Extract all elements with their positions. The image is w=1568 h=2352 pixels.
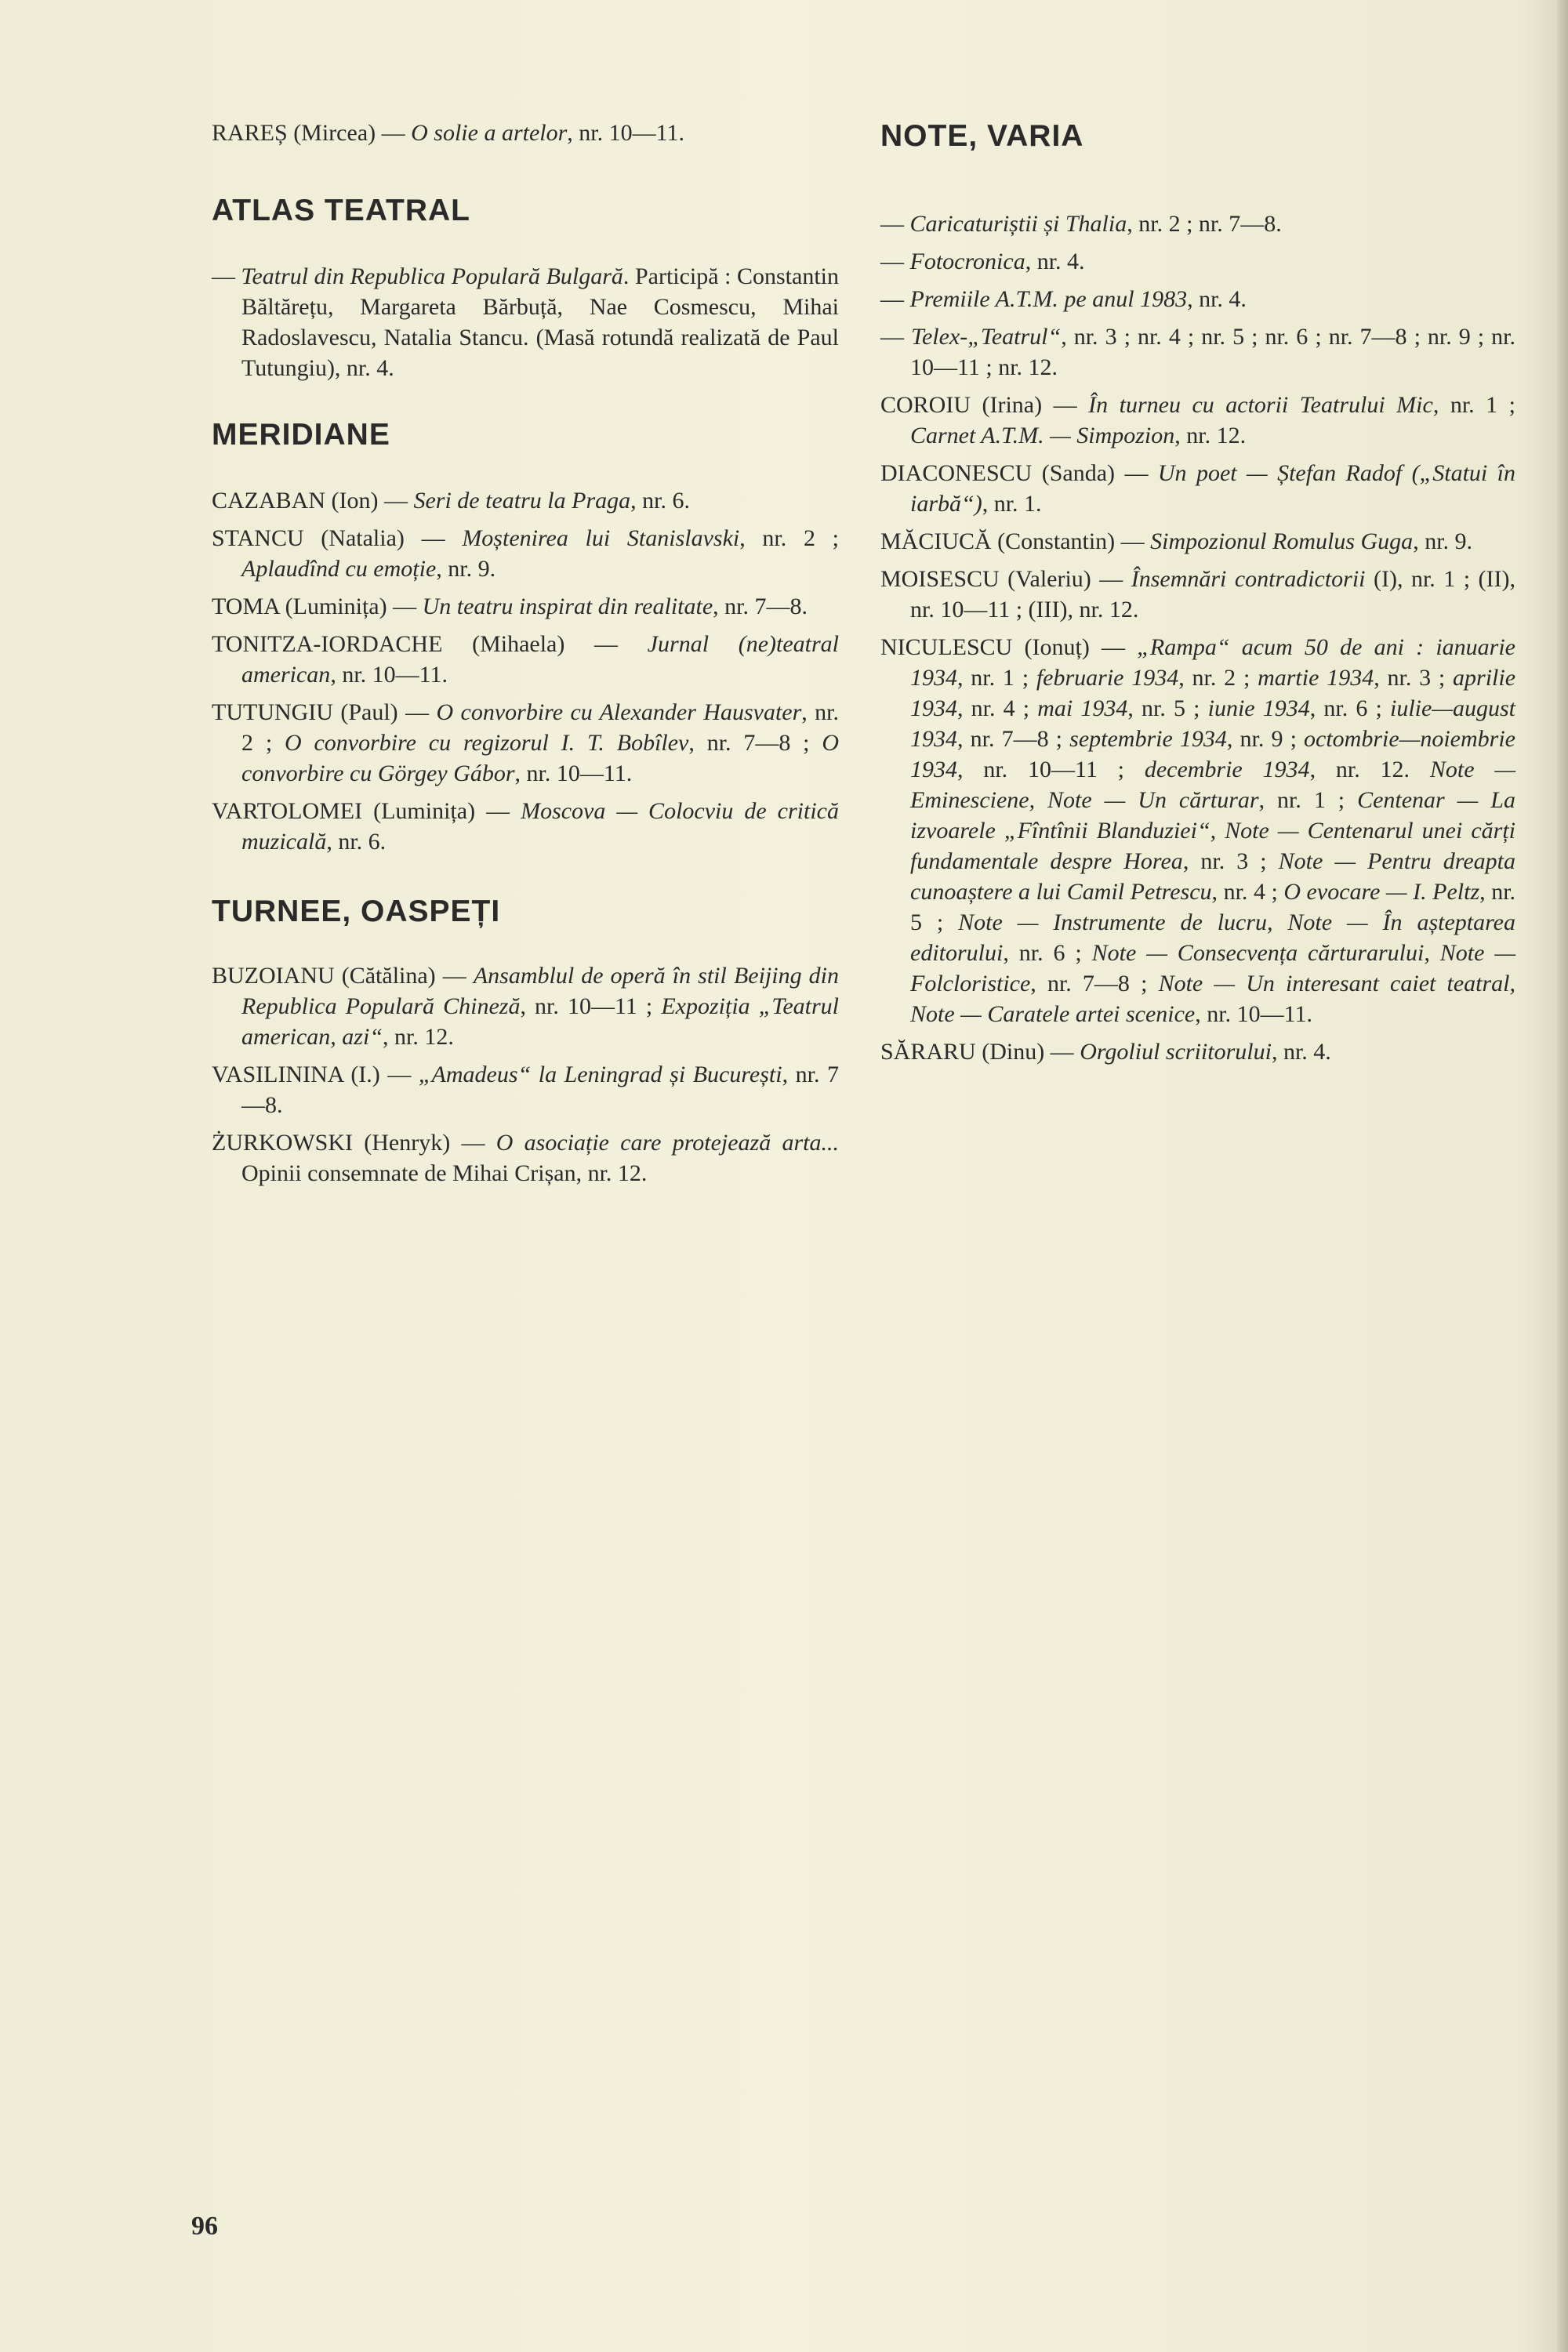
entry-title: O asociație care protejează arta... (495, 1130, 840, 1156)
entry-title: martie 1934 (1258, 665, 1374, 691)
entry-issue: , nr. 4 ; (957, 695, 1038, 721)
index-entry (212, 261, 839, 383)
entry-title: iunie 1934 (1207, 695, 1310, 721)
entry-author: — (880, 324, 912, 350)
entry-issue: , nr. 2 ; (739, 525, 839, 551)
entry-issue: , nr. 12. (1174, 423, 1247, 448)
section-heading: MERIDIANE (212, 418, 390, 452)
entry-issue: , nr. 2 ; (241, 699, 839, 756)
entry-issue: , nr. 3 ; (1374, 665, 1454, 691)
entry-title: Moscova — Colocviu de critică muzicală (241, 798, 839, 855)
entry-author: BUZOIANU (Cătălina) — (212, 963, 474, 989)
index-entry (880, 284, 1515, 314)
index-entry (212, 1059, 839, 1120)
entry-title: Expoziția „Teatrul american, azi“ (241, 993, 839, 1050)
entry-author: ŻURKOWSKI (Henryk) — (212, 1130, 496, 1156)
entry-issue: , nr. 12. (1309, 757, 1430, 782)
entry-author: — (880, 286, 910, 312)
entry-author: — (212, 263, 241, 289)
index-entry (212, 485, 839, 516)
entry-issue: , nr. 10—11. (1195, 1001, 1312, 1027)
entry-title: Un teatru inspirat din realitate (422, 593, 713, 619)
entry-issue: , nr. 9 ; (1226, 726, 1305, 752)
entry-author: DIACONESCU (Sanda) — (880, 460, 1158, 486)
index-entry (880, 1036, 1515, 1067)
entry-author: MĂCIUCĂ (Constantin) — (880, 528, 1151, 554)
index-entry (880, 209, 1515, 239)
entry-issue: , nr. 1 ; (957, 665, 1036, 691)
entry-issue: , nr. 6. (326, 829, 387, 855)
entry-title: Seri de teatru la Praga (413, 488, 631, 514)
entry-author: — (880, 249, 910, 274)
index-entry (212, 796, 839, 857)
index-entry (880, 458, 1515, 519)
entry-author: STANCU (Natalia) — (212, 525, 463, 551)
index-entry (880, 246, 1515, 277)
entry-issue: Opinii consemnate de Mihai Crișan, nr. 12. (241, 1160, 648, 1186)
entry-title: Ansamblul de operă în stil Beijing din Republica Populară Chineză (241, 963, 840, 1019)
entry-issue: , nr. 2 ; (1178, 665, 1258, 691)
entry-title: Fotocronica (909, 249, 1025, 274)
entry-issue: , nr. 12. (383, 1024, 454, 1050)
entry-issue: , nr. 10—11. (567, 120, 685, 146)
entry-title: februarie 1934 (1036, 665, 1179, 691)
entry-author: CAZABAN (Ion) — (212, 488, 414, 514)
entry-issue: , nr. 3 ; nr. 4 ; nr. 5 ; nr. 6 ; nr. 7—8 ; nr. 9 ; nr. 10—11 ; nr. 12. (910, 324, 1516, 380)
page-edge (1557, 0, 1568, 2352)
entry-issue: , nr. 6 ; (1003, 940, 1092, 966)
entry-issue: (I), nr. 1 ; (II), nr. 10—11 ; (III), nr. 12. (910, 566, 1516, 622)
left-column (212, 118, 839, 1196)
entry-title: septembrie 1934 (1069, 726, 1227, 752)
entry-title: Moștenirea lui Stanislavski (462, 525, 740, 551)
index-entry (212, 523, 839, 584)
entry-issue: , nr. 6. (630, 488, 690, 514)
section-heading: NOTE, VARIA (880, 119, 1084, 153)
entry-title: Aplaudînd cu emoție (241, 556, 437, 582)
entry-issue: , nr. 9. (1413, 528, 1473, 554)
entry-title: iulie—august 1934 (910, 695, 1515, 752)
entry-title: Simpozionul Romulus Guga (1150, 528, 1414, 554)
entry-author: TUTUNGIU (Paul) — (212, 699, 437, 725)
index-entry (212, 591, 839, 622)
entry-title: octombrie—noiembrie 1934 (910, 726, 1515, 782)
entry-title: Note — Un interesant caiet teatral, Note — Caratele artei scenice (910, 971, 1516, 1027)
entry-author: SĂRARU (Dinu) — (880, 1039, 1080, 1065)
entry-title: aprilie 1934 (910, 665, 1516, 721)
index-entry (212, 697, 839, 789)
entry-issue: , nr. 4. (1187, 286, 1247, 312)
entry-issue: , nr. 4 ; (1211, 879, 1284, 905)
entry-issue: , nr. 10—11. (330, 662, 448, 688)
index-entry (212, 118, 839, 148)
entry-issue: , nr. 9. (436, 556, 496, 582)
entry-title: O convorbire cu Alexander Hausvater (436, 699, 802, 725)
entry-title: O solie a artelor (411, 120, 568, 146)
entry-title: Note — Eminesciene, Note — Un cărturar (910, 757, 1515, 813)
entry-issue: , nr. 4. (1025, 249, 1085, 274)
entry-issue: . Participă : Constantin Băltărețu, Margareta Bărbuță, Nae Cosmescu, Mihai Radoslavescu, Natalia Stancu. (Masă rotundă realizată de Paul Tutungiu), nr. 4. (241, 263, 839, 381)
entry-issue: , nr. 1 ; (1432, 392, 1515, 418)
entry-title: Un poet — Ștefan Radof („Statui în iarbă“) (910, 460, 1515, 517)
entry-title: O convorbire cu Görgey Gábor (241, 730, 839, 786)
entry-issue: , nr. 7—8 ; (688, 730, 822, 756)
entry-issue: , nr. 1 ; (1258, 787, 1358, 813)
section-heading: TURNEE, OASPEȚI (212, 895, 501, 928)
entry-issue: , nr. 5 ; (1127, 695, 1208, 721)
entry-title: „Amadeus“ la Leningrad și București (418, 1062, 782, 1087)
entry-title: Însemnări contradictorii (1131, 566, 1366, 592)
entry-issue: , nr. 7—8 ; (1030, 971, 1159, 996)
entry-title: mai 1934 (1037, 695, 1128, 721)
entry-title: Telex-„Teatrul“ (911, 324, 1062, 350)
index-entry (880, 321, 1515, 383)
index-entry (212, 960, 839, 1052)
entry-author: — (880, 211, 910, 237)
entry-title: „Rampa“ acum 50 de ani : ianuarie 1934 (910, 634, 1515, 691)
section-heading: ATLAS TEATRAL (212, 194, 471, 227)
entry-issue: , nr. 6 ; (1309, 695, 1390, 721)
entry-title: Centenar — La izvoarele „Fîntînii Blanduziei“, Note — Centenarul unei cărți fundamentale despre Horea (910, 787, 1515, 874)
entry-title: O convorbire cu regizorul I. T. Bobîlev (284, 730, 689, 756)
index-entry (880, 564, 1515, 625)
entry-author: NICULESCU (Ionuț) — (880, 634, 1138, 660)
entry-author: VASILININA (I.) — (212, 1062, 419, 1087)
page-number: 96 (191, 2212, 218, 2241)
entry-author: TONITZA-IORDACHE (Mihaela) — (212, 631, 648, 657)
entry-author: COROIU (Irina) — (880, 392, 1089, 418)
index-entry (212, 629, 839, 690)
entry-issue: , nr. 2 ; nr. 7—8. (1127, 211, 1282, 237)
entry-issue: , nr. 4. (1271, 1039, 1331, 1065)
entry-author: VARTOLOMEI (Luminița) — (212, 798, 521, 824)
entry-issue: , nr. 10—11 ; (520, 993, 662, 1019)
right-column (880, 118, 1515, 1074)
entry-issue: , nr. 7—8 ; (957, 726, 1070, 752)
entry-title: Note — Pentru dreapta cunoaștere a lui Camil Petrescu (910, 848, 1516, 905)
index-entry (880, 526, 1515, 557)
entry-title: Note — Consecvența cărturarului, Note — Folcloristice (910, 940, 1516, 996)
entry-title: Note — Instrumente de lucru, Note — În așteptarea editorului (910, 909, 1515, 966)
entry-issue: , nr. 7—8. (713, 593, 808, 619)
entry-issue: , nr. 3 ; (1182, 848, 1279, 874)
entry-author: MOISESCU (Valeriu) — (880, 566, 1131, 592)
entry-title: În turneu cu actorii Teatrului Mic (1088, 392, 1433, 418)
entry-title: Orgoliul scriitorului (1080, 1039, 1272, 1065)
entry-title: Carnet A.T.M. — Simpozion (910, 423, 1175, 448)
entry-title: Caricaturiștii și Thalia (909, 211, 1127, 237)
index-entry (212, 1127, 839, 1189)
entry-issue: , nr. 10—11. (514, 760, 633, 786)
entry-author: RAREȘ (Mircea) — (212, 120, 412, 146)
entry-title: O evocare — I. Peltz (1283, 879, 1480, 905)
entry-issue: , nr. 1. (982, 491, 1042, 517)
entry-title: Jurnal (ne)teatral american (241, 631, 839, 688)
entry-title: decembrie 1934 (1144, 757, 1310, 782)
entry-author: TOMA (Luminița) — (212, 593, 423, 619)
index-entry (880, 632, 1515, 1029)
index-entry (880, 390, 1515, 451)
entry-issue: , nr. 10—11 ; (957, 757, 1145, 782)
entry-title: Teatrul din Republica Populară Bulgară (241, 263, 623, 289)
entry-issue: , nr. 5 ; (910, 879, 1516, 935)
entry-title: Premiile A.T.M. pe anul 1983 (909, 286, 1188, 312)
entry-issue: , nr. 7—8. (241, 1062, 839, 1118)
